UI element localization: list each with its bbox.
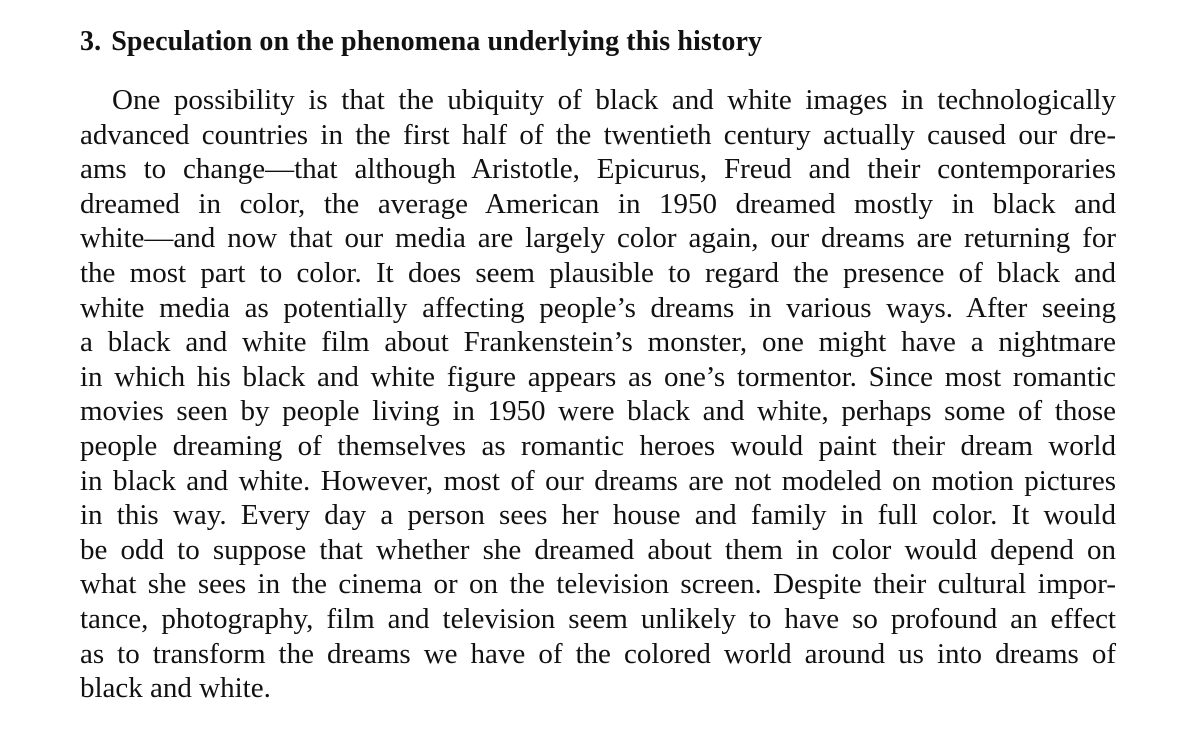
paragraph-line: as to transform the dreams we have of the colored world around us into dreams of [80, 637, 1116, 670]
paragraph-line: advanced countries in the first half of the twentieth century actually caused our dre- [80, 118, 1116, 151]
paragraph-line: be odd to suppose that whether she dreamed about them in color would depend on [80, 533, 1116, 566]
paragraph-line: One possibility is that the ubiquity of black and white images in technologically [112, 84, 1116, 116]
section-heading [80, 24, 762, 60]
paragraph-line: dreamed in color, the average American in 1950 dreamed mostly in black and [80, 187, 1116, 220]
paragraph-line: in this way. Every day a person sees her house and family in full color. It would [80, 499, 1116, 532]
paragraph-line: black and white. [80, 672, 271, 705]
paragraph-line: in black and white. However, most of our dreams are not modeled on motion pictures [80, 464, 1116, 497]
body-paragraph [80, 83, 1116, 706]
section-number: 3. [80, 26, 102, 57]
paragraph-line: the most part to color. It does seem plausible to regard the presence of black and [80, 256, 1116, 289]
paragraph-line: white—and now that our media are largely color again, our dreams are returning for [80, 222, 1116, 255]
paragraph-line: a black and white film about Frankenstein’s monster, one might have a nightmare [80, 326, 1116, 359]
paragraph-line: in which his black and white figure appears as one’s tormentor. Since most romantic [80, 360, 1116, 393]
paragraph-line: tance, photography, film and television seem unlikely to have so profound an effect [80, 602, 1116, 635]
paragraph-line: movies seen by people living in 1950 were black and white, perhaps some of those [80, 395, 1116, 428]
section-title: Speculation on the phenomena underlying this history [111, 26, 763, 57]
paragraph-line: ams to change—that although Aristotle, Epicurus, Freud and their contemporaries [80, 153, 1116, 186]
paragraph-line: people dreaming of themselves as romantic heroes would paint their dream world [80, 429, 1116, 462]
paragraph-line: what she sees in the cinema or on the television screen. Despite their cultural impor- [80, 568, 1116, 601]
paragraph-line: white media as potentially affecting people’s dreams in various ways. After seeing [80, 291, 1116, 324]
